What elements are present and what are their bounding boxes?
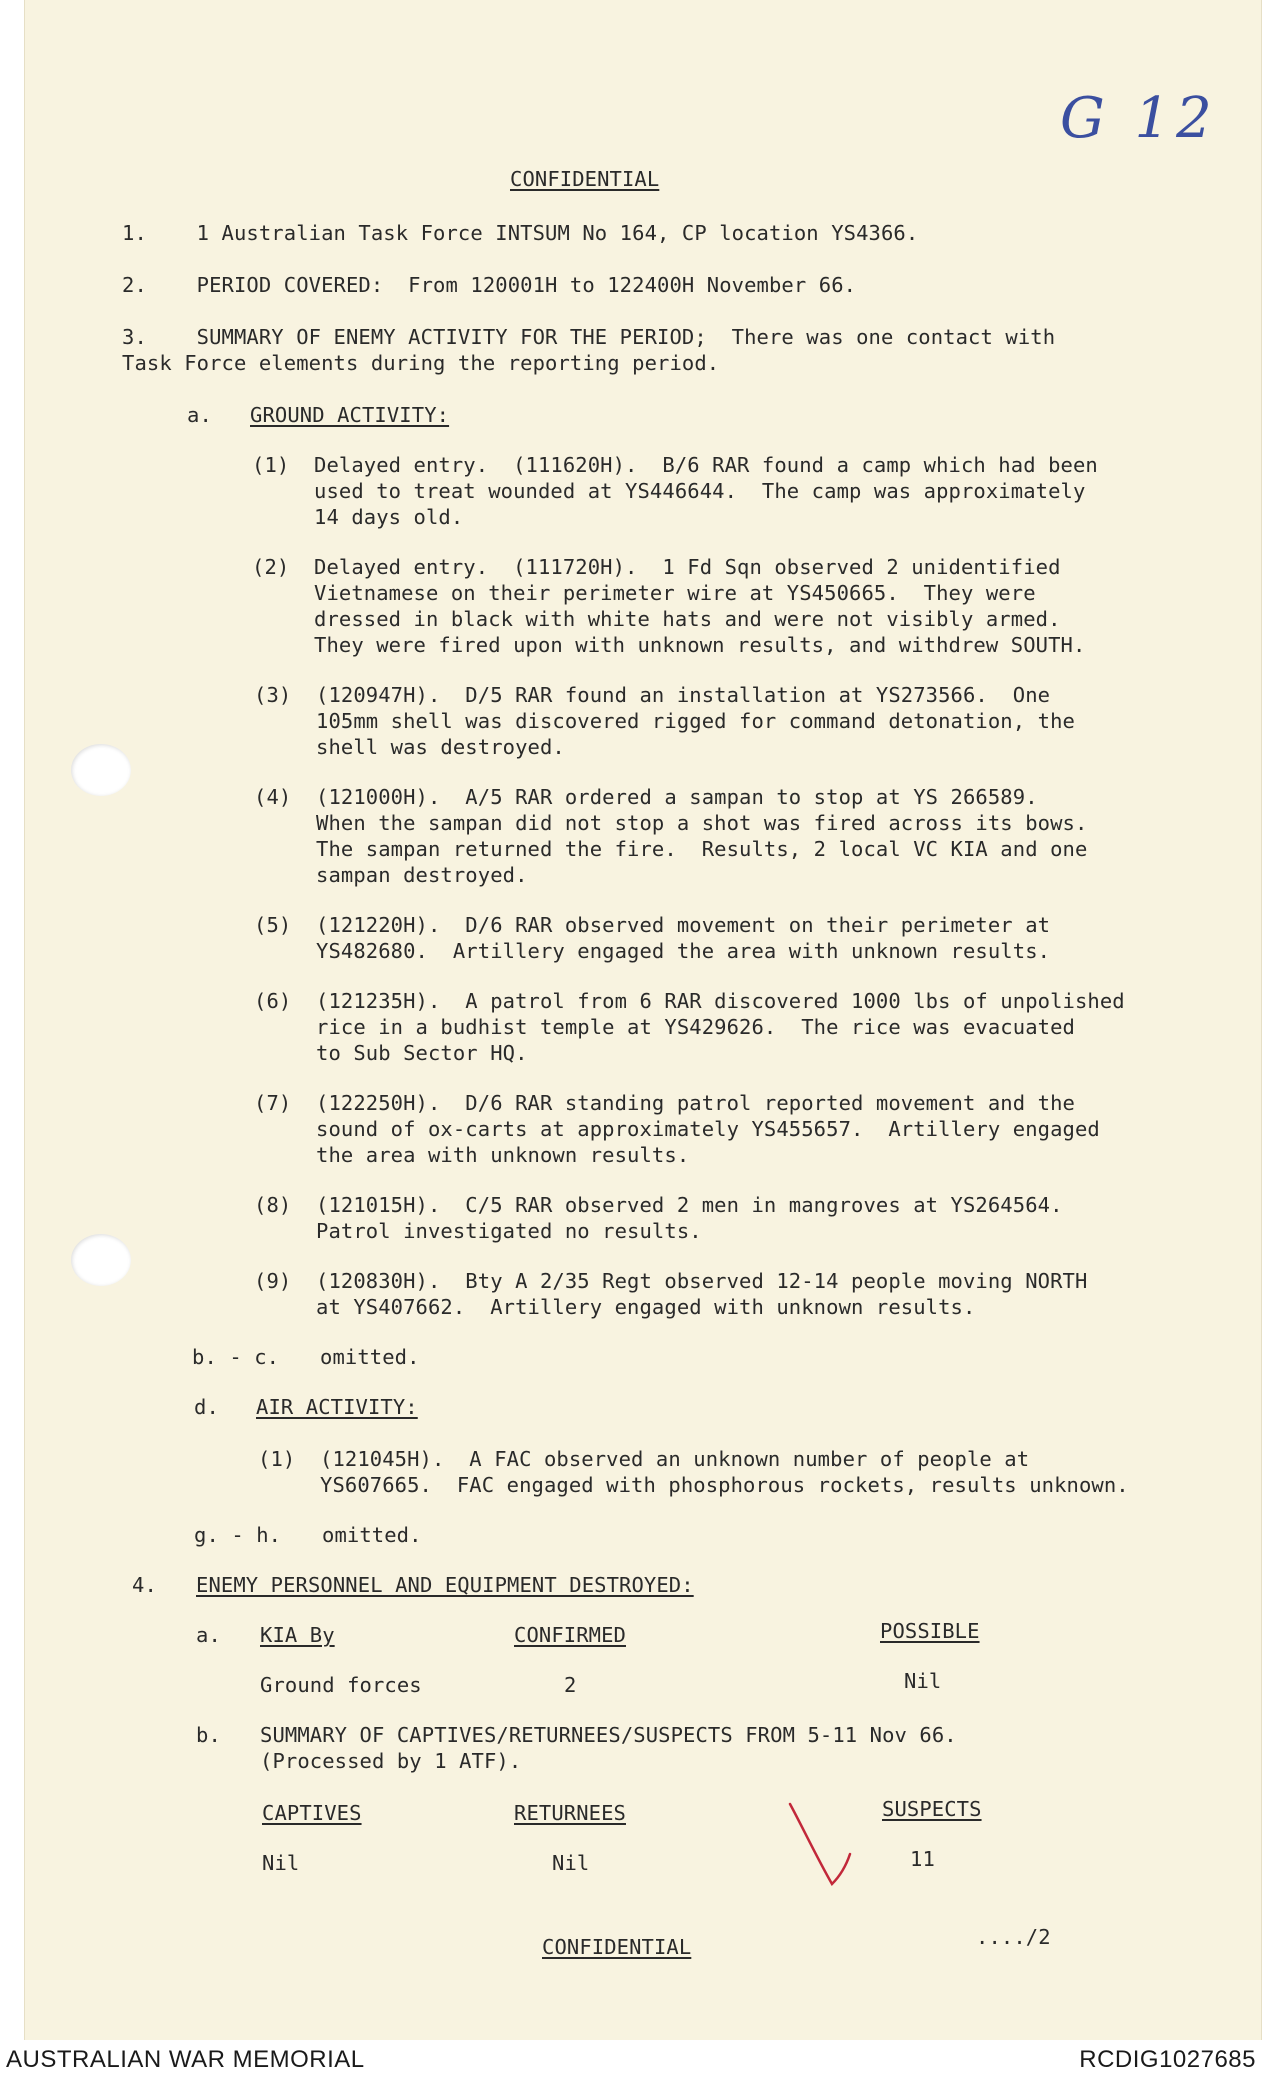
ground-item-line: (121015H). C/5 RAR observed 2 men in mangroves at YS264564. bbox=[316, 1193, 1063, 1217]
ground-item-line: YS482680. Artillery engaged the area with unknown results. bbox=[316, 939, 1051, 963]
ground-item-line: shell was destroyed. bbox=[316, 735, 565, 759]
ground-item-line: Vietnamese on their perimeter wire at YS450665. They were bbox=[314, 581, 1036, 605]
ground-item-line: (121235H). A patrol from 6 RAR discovered 1000 lbs of unpolished bbox=[316, 989, 1125, 1013]
ground-item-line: used to treat wounded at YS446644. The camp was approximately bbox=[314, 479, 1086, 503]
ground-item-line: to Sub Sector HQ. bbox=[316, 1041, 528, 1065]
ground-item-line: the area with unknown results. bbox=[316, 1143, 690, 1167]
ground-item-line: (121000H). A/5 RAR ordered a sampan to stop at YS 266589. bbox=[316, 785, 1038, 809]
ground-item-line: (120947H). D/5 RAR found an installation at YS273566. One bbox=[316, 683, 1051, 707]
ground-item-number: (3) bbox=[254, 683, 292, 707]
captives-summary-line: SUMMARY OF CAPTIVES/RETURNEES/SUSPECTS FROM 5-11 Nov 66. bbox=[260, 1723, 957, 1747]
ground-item-number: (6) bbox=[254, 989, 292, 1013]
kia-header-confirmed: CONFIRMED bbox=[514, 1623, 626, 1647]
handwritten-reference: G 12 bbox=[1060, 86, 1218, 151]
ground-item-line: The sampan returned the fire. Results, 2 local VC KIA and one bbox=[316, 837, 1088, 861]
air-item-line: YS607665. FAC engaged with phosphorous rockets, results unknown. bbox=[320, 1473, 1129, 1497]
paragraph-2: 2. PERIOD COVERED: From 120001H to 122400H November 66. bbox=[122, 273, 857, 297]
captives-letter: b. bbox=[196, 1723, 221, 1747]
air-item-number: (1) bbox=[258, 1447, 296, 1471]
paragraph-3-line-2: Task Force elements during the reporting period. bbox=[122, 351, 720, 375]
footer-classification: CONFIDENTIAL bbox=[542, 1935, 692, 1959]
archive-footer-right: RCDIG1027685 bbox=[1079, 2046, 1256, 2073]
ground-item-line: rice in a budhist temple at YS429626. The rice was evacuated bbox=[316, 1015, 1075, 1039]
ground-item-number: (9) bbox=[254, 1269, 292, 1293]
section-4-heading: ENEMY PERSONNEL AND EQUIPMENT DESTROYED: bbox=[196, 1573, 694, 1597]
omitted-text: omitted. bbox=[322, 1523, 422, 1547]
ground-item-number: (5) bbox=[254, 913, 292, 937]
ground-item-number: (8) bbox=[254, 1193, 292, 1217]
ground-item-number: (2) bbox=[252, 555, 290, 579]
ground-item-line: dressed in black with white hats and were not visibly armed. bbox=[314, 607, 1061, 631]
header-classification: CONFIDENTIAL bbox=[510, 167, 660, 191]
kia-row-confirmed: 2 bbox=[564, 1673, 577, 1697]
punch-hole bbox=[71, 744, 131, 796]
ground-activity-letter: a. bbox=[187, 403, 212, 427]
suspects-value: 11 bbox=[910, 1847, 935, 1871]
kia-header-possible: POSSIBLE bbox=[880, 1619, 980, 1643]
kia-header-by: KIA By bbox=[260, 1623, 335, 1647]
ground-item-line: (121220H). D/6 RAR observed movement on their perimeter at bbox=[316, 913, 1051, 937]
omitted-label: b. - c. bbox=[192, 1345, 280, 1369]
ground-item-line: (122250H). D/6 RAR standing patrol reported movement and the bbox=[316, 1091, 1075, 1115]
ground-item-line: sampan destroyed. bbox=[316, 863, 528, 887]
air-activity-letter: d. bbox=[194, 1395, 219, 1419]
ground-item-line: Delayed entry. (111720H). 1 Fd Sqn observed 2 unidentified bbox=[314, 555, 1061, 579]
omitted-text: omitted. bbox=[320, 1345, 420, 1369]
ground-item-line: at YS407662. Artillery engaged with unknown results. bbox=[316, 1295, 976, 1319]
ground-item-line: (120830H). Bty A 2/35 Regt observed 12-14 people moving NORTH bbox=[316, 1269, 1088, 1293]
ground-item-number: (7) bbox=[254, 1091, 292, 1115]
archive-footer-left: AUSTRALIAN WAR MEMORIAL bbox=[6, 2046, 365, 2073]
ground-item-line: They were fired upon with unknown results, and withdrew SOUTH. bbox=[314, 633, 1086, 657]
ground-item-line: Delayed entry. (111620H). B/6 RAR found a camp which had been bbox=[314, 453, 1098, 477]
omitted-label: g. - h. bbox=[194, 1523, 282, 1547]
captives-header: CAPTIVES bbox=[262, 1801, 362, 1825]
returnees-value: Nil bbox=[552, 1851, 590, 1875]
continuation-marker: ..../2 bbox=[976, 1925, 1051, 1949]
captives-value: Nil bbox=[262, 1851, 300, 1875]
ground-item-line: 105mm shell was discovered rigged for command detonation, the bbox=[316, 709, 1075, 733]
air-activity-heading: AIR ACTIVITY: bbox=[256, 1395, 418, 1419]
paragraph-3-line-1: 3. SUMMARY OF ENEMY ACTIVITY FOR THE PERIOD; There was one contact with bbox=[122, 325, 1056, 349]
ground-item-line: Patrol investigated no results. bbox=[316, 1219, 702, 1243]
section-4-number: 4. bbox=[132, 1573, 157, 1597]
ground-item-number: (1) bbox=[252, 453, 290, 477]
ground-item-line: sound of ox-carts at approximately YS455657. Artillery engaged bbox=[316, 1117, 1100, 1141]
returnees-header: RETURNEES bbox=[514, 1801, 626, 1825]
paragraph-1: 1. 1 Australian Task Force INTSUM No 164, CP location YS4366. bbox=[122, 221, 919, 245]
ground-item-line: When the sampan did not stop a shot was fired across its bows. bbox=[316, 811, 1088, 835]
suspects-header: SUSPECTS bbox=[882, 1797, 982, 1821]
red-tick-mark bbox=[780, 1796, 860, 1896]
ground-item-number: (4) bbox=[254, 785, 292, 809]
kia-letter: a. bbox=[196, 1623, 221, 1647]
kia-row-label: Ground forces bbox=[260, 1673, 422, 1697]
air-item-line: (121045H). A FAC observed an unknown number of people at bbox=[320, 1447, 1030, 1471]
captives-summary-line: (Processed by 1 ATF). bbox=[260, 1749, 522, 1773]
ground-activity-heading: GROUND ACTIVITY: bbox=[250, 403, 450, 427]
ground-item-line: 14 days old. bbox=[314, 505, 464, 529]
kia-row-possible: Nil bbox=[904, 1669, 942, 1693]
punch-hole bbox=[71, 1234, 131, 1286]
